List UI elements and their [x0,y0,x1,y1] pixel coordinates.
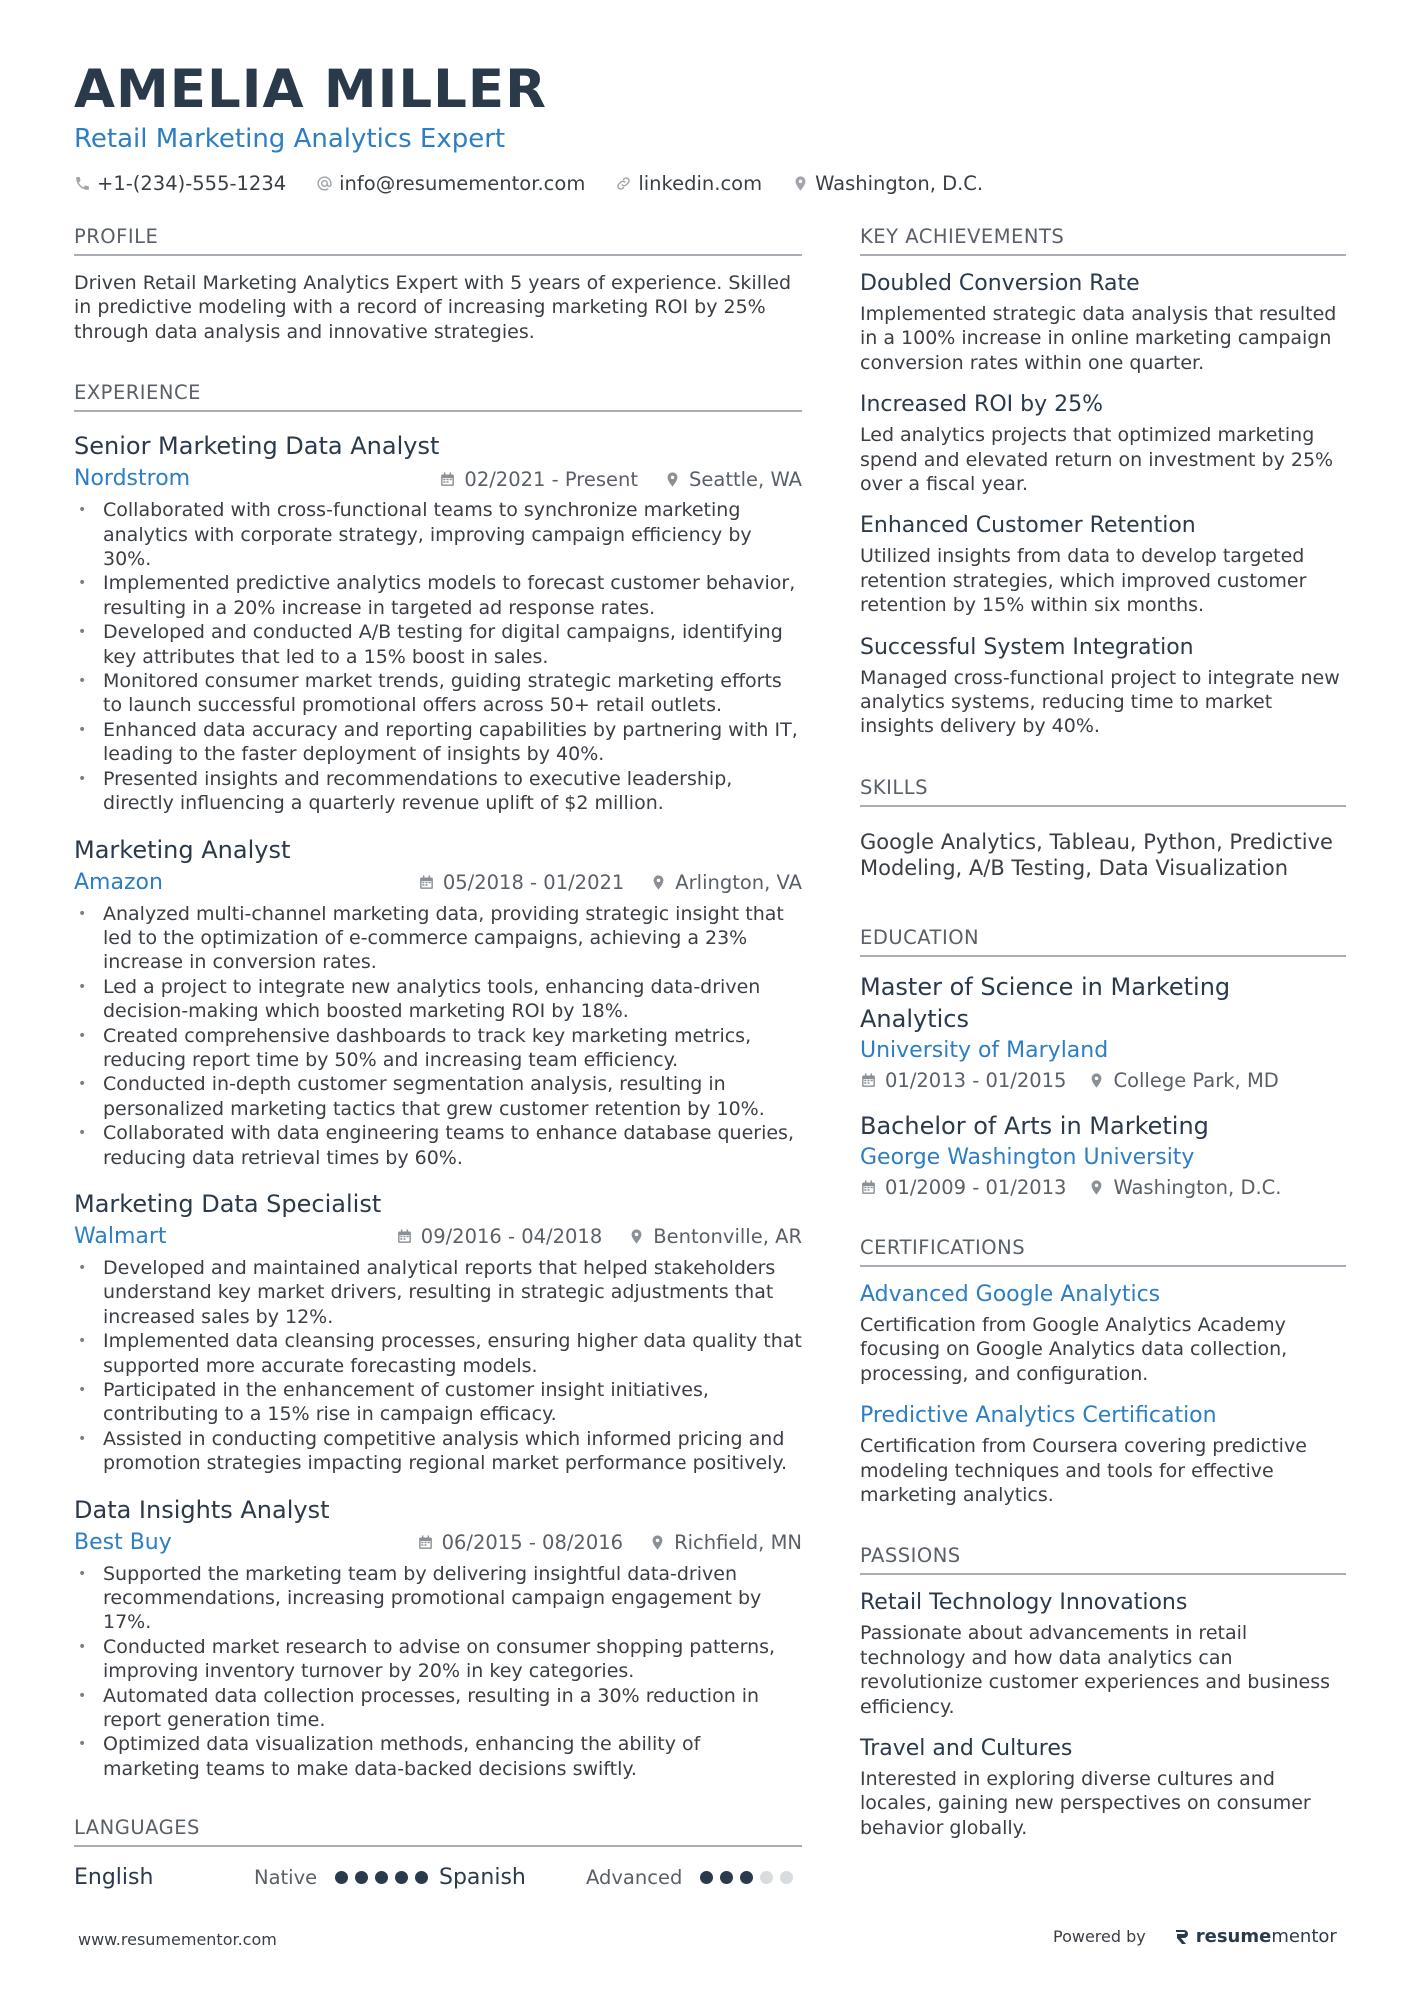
language-level: Native [254,1866,318,1890]
passion-item [860,1587,1346,1719]
experience-section [74,380,802,1781]
job-bullets [74,902,802,1170]
rating-dot-filled [720,1871,733,1884]
job-bullet: • Automated data collection processes, resulting in a 30% reduction in report generation time. [74,1684,802,1733]
passion-title: Retail Technology Innovations [860,1590,1188,1616]
achievement-item [860,632,1346,739]
job-bullet: • Developed and conducted A/B testing for digital campaigns, identifying key attributes that led to a 15% boost in sales. [74,620,802,669]
location-text: Washington, D.C. [815,172,984,195]
job-meta [74,1222,802,1252]
job-bullet: • Assisted in conducting competitive analysis which informed pricing and promotion strategies impacting regional market performance positively. [74,1427,802,1476]
education-location [1088,1176,1281,1199]
language-list [74,1865,802,1890]
job-bullet: • Led a project to integrate new analytics tools, enhancing data-driven decision-making which boosted marketing ROI by 18%. [74,975,802,1024]
education-item [860,971,1346,1092]
company-name: Nordstrom [74,466,191,492]
section-title: PROFILE [74,224,802,256]
rating-dot-filled [415,1871,428,1884]
job-dates-text: 06/2015 - 08/2016 [441,1531,624,1555]
skills-text: Google Analytics, Tableau, Python, Predictive Modeling, A/B Testing, Data Visualization [860,829,1333,880]
profile-text: Driven Retail Marketing Analytics Expert with 5 years of experience. Skilled in predictive modeling with a record of increasing marketing ROI by 25% through data analysis and innovative strategies. [74,272,792,343]
location-pin-icon [1088,1179,1105,1196]
contact-bar [74,172,1344,195]
email-text: info@resumementor.com [339,172,586,195]
achievement-desc: Utilized insights from data to develop targeted retention strategies, which improved customer retention by 15% within six months. [860,545,1307,617]
language-rating [335,1871,428,1884]
brand-light: mentor [1271,1926,1337,1947]
location-pin-icon [792,175,809,192]
location-pin-icon [1088,1072,1105,1089]
job-dates [396,1225,602,1248]
language-item [439,1865,793,1890]
school-name: University of Maryland [860,1037,1109,1063]
job-bullet: • Supported the marketing team by delivering insightful data-driven recommendations, increasing promotional campaign engagement by 17%. [74,1562,802,1635]
job-meta-right [439,468,802,491]
job-bullet: • Optimized data visualization methods, enhancing the ability of marketing teams to make data-backed decisions swiftly. [74,1732,802,1781]
company-name: Walmart [74,1223,167,1249]
section-title: EDUCATION [860,925,1346,957]
calendar-icon [860,1179,877,1196]
achievement-desc: Led analytics projects that optimized marketing spend and elevated return on investment by 25% over a fiscal year. [860,424,1334,496]
rating-dot-empty [780,1871,793,1884]
section-title: LANGUAGES [74,1815,802,1847]
education-item [860,1110,1346,1199]
language-item [74,1865,439,1890]
rating-dot-filled [355,1871,368,1884]
job-location [664,468,802,491]
linkedin-text: linkedin.com [638,172,763,195]
location-pin-icon [628,1228,645,1245]
job-title: Senior Marketing Data Analyst [74,432,440,461]
degree: Master of Science in Marketing Analytics [860,972,1231,1033]
language-name: English [74,1865,154,1891]
degree: Bachelor of Arts in Marketing [860,1111,1209,1140]
job-entry [74,1494,802,1782]
certification-list [860,1279,1346,1507]
passion-list [860,1587,1346,1840]
passion-title: Travel and Cultures [860,1735,1073,1761]
job-list [74,430,802,1781]
section-title: EXPERIENCE [74,380,802,412]
brand-mark-icon [1174,1928,1190,1946]
contact-phone [74,172,286,195]
job-bullet: • Created comprehensive dashboards to track key marketing metrics, reducing report time by 50% and increasing team efficiency. [74,1024,802,1073]
calendar-icon [396,1228,413,1245]
job-meta [74,464,802,494]
education-location-text: Washington, D.C. [1113,1175,1282,1199]
job-meta-right [396,1225,802,1248]
certification-desc: Certification from Google Analytics Academy focusing on Google Analytics data collection, processing, and configuration. [860,1313,1288,1385]
certification-item [860,1400,1346,1507]
achievement-item [860,389,1346,496]
skills-section [860,775,1346,881]
job-dates-text: 09/2016 - 04/2018 [420,1225,603,1249]
candidate-title: Retail Marketing Analytics Expert [74,124,506,154]
education-list [860,971,1346,1199]
achievement-title: Successful System Integration [860,634,1194,660]
job-bullet: • Enhanced data accuracy and reporting capabilities by partnering with IT, leading to the faster deployment of insights by 40%. [74,718,802,767]
job-bullet: • Implemented data cleansing processes, ensuring higher data quality that supported more accurate forecasting models. [74,1329,802,1378]
contact-email[interactable] [316,172,585,195]
section-title: KEY ACHIEVEMENTS [860,224,1346,256]
education-dates-text: 01/2009 - 01/2013 [885,1175,1067,1199]
job-title: Marketing Analyst [74,835,291,864]
passion-desc: Passionate about advancements in retail technology and how data analytics can revolutionize customer experiences and business efficiency. [860,1622,1330,1718]
achievement-desc: Implemented strategic data analysis that resulted in a 100% increase in online marketing campaign conversion rates within one quarter. [860,303,1337,374]
job-location-text: Arlington, VA [675,871,802,894]
job-dates-text: 02/2021 - Present [464,467,639,491]
job-bullet: • Participated in the enhancement of customer insight initiatives, contributing to a 15% rise in campaign efficacy. [74,1378,802,1427]
job-dates [417,1531,623,1554]
job-entry [74,430,802,815]
section-title: PASSIONS [860,1543,1346,1575]
left-column [74,224,802,1890]
language-name: Spanish [439,1865,526,1891]
company-name: Best Buy [74,1529,172,1555]
education-location-text: College Park, MD [1113,1068,1279,1092]
right-column [860,224,1346,1840]
passions-section [860,1543,1346,1840]
footer-website[interactable]: www.resumementor.com [78,1930,277,1949]
phone-icon [74,175,91,192]
job-location [650,871,802,894]
job-entry [74,1188,802,1476]
rating-dot-filled [740,1871,753,1884]
job-bullet: • Implemented predictive analytics models to forecast customer behavior, resulting in a 20% increase in targeted ad response rates. [74,571,802,620]
job-location-text: Richfield, MN [674,1531,802,1555]
brand-bold: resume [1195,1926,1272,1947]
resume-header [74,58,1344,195]
job-meta [74,868,802,898]
rating-dot-filled [375,1871,388,1884]
education-dates [860,1069,1066,1092]
job-location [649,1531,802,1554]
certification-title: Advanced Google Analytics [860,1281,1161,1307]
location-pin-icon [650,874,667,891]
job-dates [418,871,624,894]
achievement-title: Doubled Conversion Rate [860,271,1140,296]
certification-item [860,1279,1346,1386]
job-bullet: • Analyzed multi-channel marketing data, providing strategic insight that led to the optimization of e-commerce campaigns, achieving a 23% increase in conversion rates. [74,902,802,975]
passion-item [860,1733,1346,1840]
footer-brand [1053,1926,1337,1947]
job-title: Data Insights Analyst [74,1495,330,1524]
rating-dot-empty [760,1871,773,1884]
rating-dot-filled [335,1871,348,1884]
job-bullet: • Collaborated with cross-functional teams to synchronize marketing analytics with corporate strategy, improving campaign efficiency by 30%. [74,498,802,571]
section-title: CERTIFICATIONS [860,1235,1346,1267]
calendar-icon [439,471,456,488]
at-icon [316,175,333,192]
education-location [1088,1069,1278,1092]
contact-location [792,172,983,195]
job-location [628,1225,802,1248]
calendar-icon [418,874,435,891]
achievement-list [860,268,1346,739]
languages-section [74,1815,802,1890]
job-entry [74,834,802,1170]
language-rating [700,1871,793,1884]
certification-title: Predictive Analytics Certification [860,1403,1217,1429]
rating-dot-filled [395,1871,408,1884]
job-location-text: Seattle, WA [689,467,802,491]
job-meta-right [417,1531,802,1554]
achievement-item [860,268,1346,375]
job-dates-text: 05/2018 - 01/2021 [442,871,625,894]
job-bullet: • Developed and maintained analytical reports that helped stakeholders understand key market drivers, resulting in strategic adjustments that increased sales by 12%. [74,1256,802,1329]
job-location-text: Bentonville, AR [653,1225,802,1249]
certification-desc: Certification from Coursera covering predictive modeling techniques and tools for effective marketing analytics. [860,1435,1307,1506]
location-pin-icon [649,1534,666,1551]
achievements-section [860,224,1346,739]
achievement-title: Increased ROI by 25% [860,392,1104,418]
education-meta [860,1176,1346,1199]
location-pin-icon [664,471,681,488]
section-title: SKILLS [860,775,1346,807]
job-bullet: • Collaborated with data engineering teams to enhance database queries, reducing data retrieval times by 60%. [74,1121,802,1170]
passion-desc: Interested in exploring diverse cultures and locales, gaining new perspectives on consumer behavior globally. [860,1767,1311,1839]
education-meta [860,1069,1346,1092]
education-dates [860,1176,1066,1199]
job-bullets [74,1562,802,1782]
job-bullet: • Presented insights and recommendations to executive leadership, directly influencing a quarterly revenue uplift of $2 million. [74,767,802,816]
job-meta [74,1528,802,1558]
rating-dot-filled [700,1871,713,1884]
profile-section [74,224,802,344]
link-icon [615,175,632,192]
job-bullets [74,498,802,815]
achievement-desc: Managed cross-functional project to integrate new analytics systems, reducing time to market insights delivery by 40%. [860,666,1340,738]
job-bullets [74,1256,802,1476]
job-dates [439,468,638,491]
achievement-item [860,510,1346,617]
contact-linkedin[interactable] [615,172,762,195]
phone-text: +1-(234)-555-1234 [97,172,287,195]
candidate-name: AMELIA MILLER [74,59,547,120]
language-level: Advanced [586,1866,683,1890]
job-bullet: • Monitored consumer market trends, guiding strategic marketing efforts to launch successful promotional offers across 50+ retail outlets. [74,669,802,718]
job-title: Marketing Data Specialist [74,1189,382,1218]
school-name: George Washington University [860,1144,1195,1170]
job-bullet: • Conducted in-depth customer segmentation analysis, resulting in personalized marketing tactics that grew customer retention by 10%. [74,1072,802,1121]
certifications-section [860,1235,1346,1507]
education-section [860,925,1346,1199]
calendar-icon [860,1072,877,1089]
education-dates-text: 01/2013 - 01/2015 [885,1068,1067,1092]
brand-logo [1174,1926,1337,1947]
achievement-title: Enhanced Customer Retention [860,513,1196,539]
company-name: Amazon [74,869,163,895]
calendar-icon [417,1534,434,1551]
job-meta-right [418,871,802,894]
job-bullet: • Conducted market research to advise on consumer shopping patterns, improving inventory turnover by 20% in key categories. [74,1635,802,1684]
powered-by-text: Powered by [1053,1927,1146,1946]
